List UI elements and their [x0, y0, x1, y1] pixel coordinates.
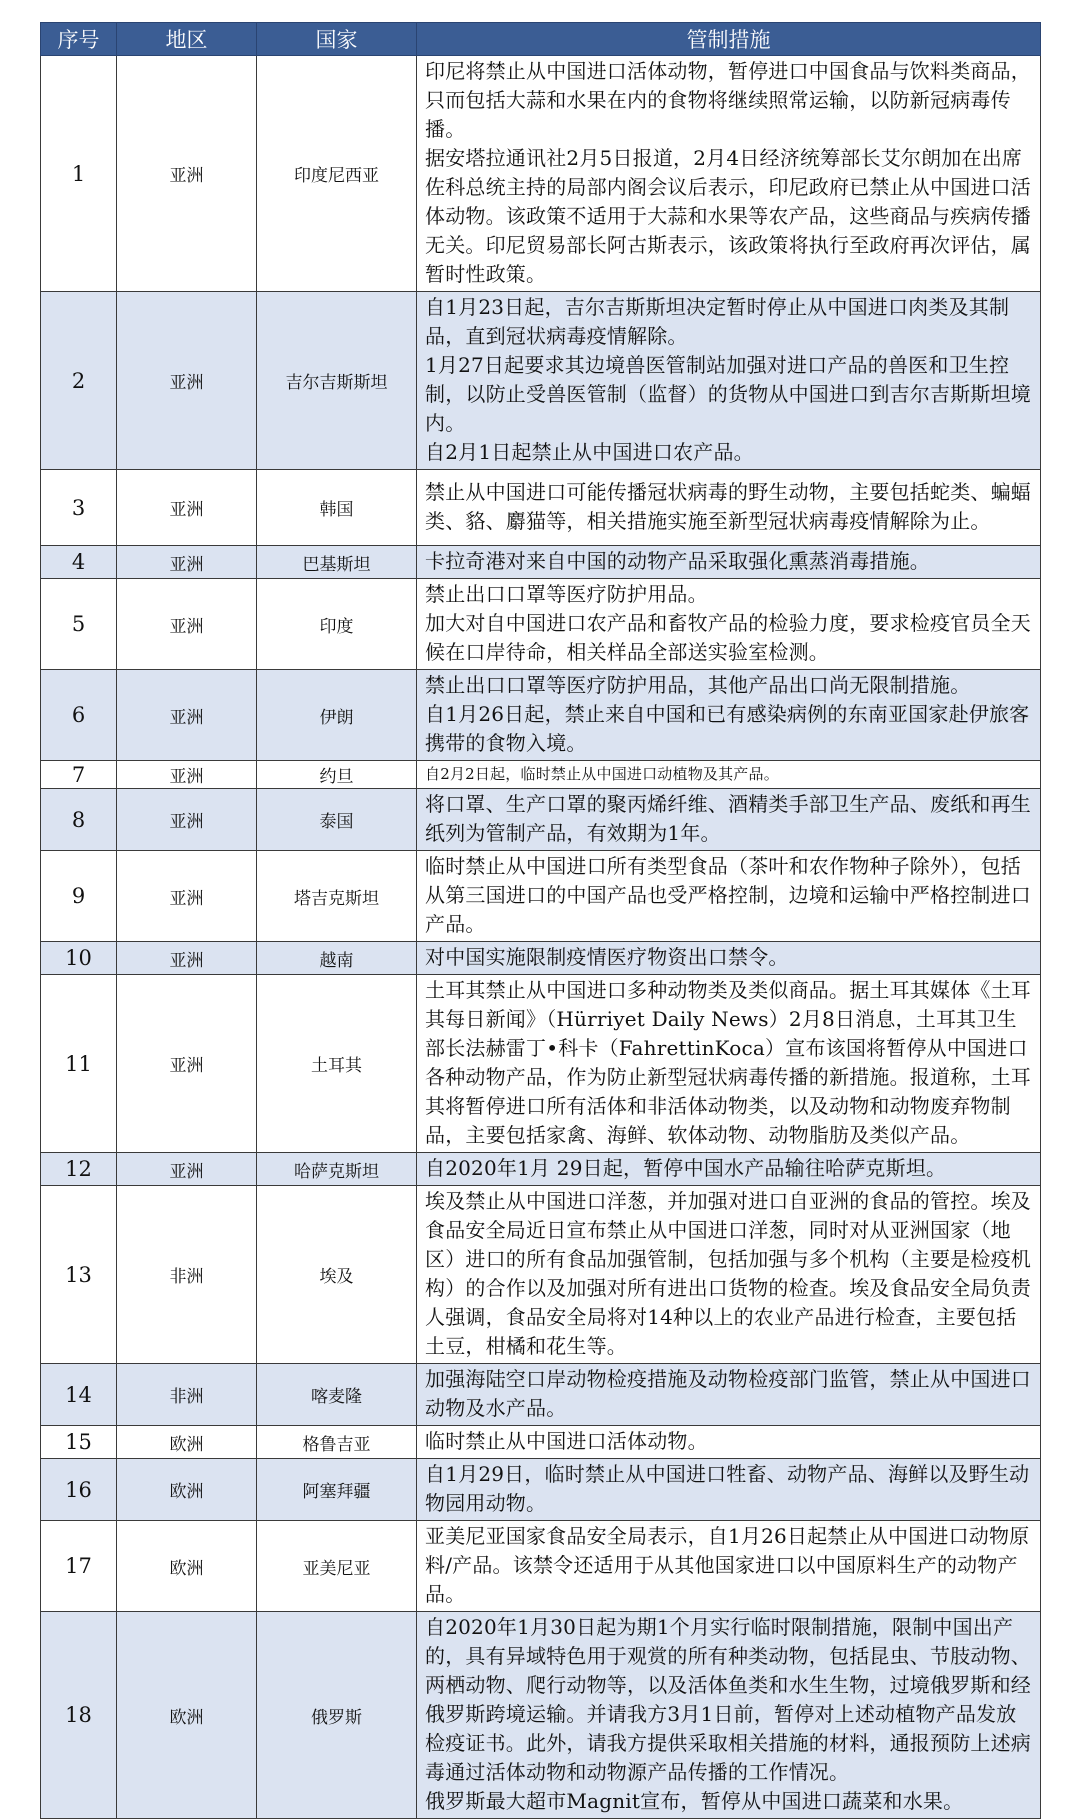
measure-paragraph: 对中国实施限制疫情医疗物资出口禁令。: [425, 945, 789, 969]
row-region: 亚洲: [117, 761, 257, 789]
measure-paragraph: 埃及禁止从中国进口洋葱，并加强对进口自亚洲的食品的管控。埃及食品安全局近日宣布禁止从中国进口洋葱，同时对从亚洲国家（地区）进口的所有食品加强管制，包括加强与多个机构（主要是检疫机构）的合作以及加强对所有进出口货物的检查。埃及食品安全局负责人强调，食品安全局将对14种以上的农业产品进行检查，主要包括土豆，柑橘和花生等。: [425, 1189, 1031, 1358]
row-country: 韩国: [257, 470, 417, 546]
table-row: [41, 1612, 1041, 1819]
row-region: 亚洲: [117, 975, 257, 1153]
row-region: 亚洲: [117, 546, 257, 579]
row-measures: [417, 1364, 1041, 1426]
row-region: 欧洲: [117, 1521, 257, 1612]
row-number: 5: [41, 579, 117, 670]
row-region: 亚洲: [117, 670, 257, 761]
measure-paragraph: 加强海陆空口岸动物检疫措施及动物检疫部门监管，禁止从中国进口动物及水产品。: [425, 1367, 1031, 1420]
measure-paragraph: 土耳其禁止从中国进口多种动物类及类似商品。据土耳其媒体《土耳其每日新闻》（Hürriyet Daily News）2月8日消息，土耳其卫生部长法赫雷丁•科卡（FahrettinKoca）宣布该国将暂停从中国进口各种动物产品，作为防止新型冠状病毒传播的新措施。报道称，土耳其将暂停进口所有活体和非活体动物类，以及动物和动物废弃物制品，主要包括家禽、海鲜、软体动物、动物脂肪及类似产品。: [425, 978, 1031, 1147]
row-country: 塔吉克斯坦: [257, 851, 417, 942]
row-measures: [417, 56, 1041, 292]
measure-paragraph: 临时禁止从中国进口活体动物。: [425, 1429, 708, 1453]
row-number: 9: [41, 851, 117, 942]
row-number: 8: [41, 789, 117, 851]
row-number: 11: [41, 975, 117, 1153]
control-measures-table: [40, 22, 1041, 1819]
row-number: 13: [41, 1186, 117, 1364]
row-measures: [417, 292, 1041, 470]
row-measures: [417, 579, 1041, 670]
measure-paragraph: 俄罗斯最大超市Magnit宣布，暂停从中国进口蔬菜和水果。: [425, 1789, 964, 1813]
measure-paragraph: 1月27日起要求其边境兽医管制站加强对进口产品的兽医和卫生控制，以防止受兽医管制（监督）的货物从中国进口到吉尔吉斯斯坦境内。: [425, 353, 1031, 435]
row-country: 土耳其: [257, 975, 417, 1153]
row-number: 6: [41, 670, 117, 761]
measure-paragraph: 自1月29日，临时禁止从中国进口牲畜、动物产品、海鲜以及野生动物园用动物。: [425, 1462, 1030, 1515]
row-region: 亚洲: [117, 1153, 257, 1186]
table-row: [41, 470, 1041, 546]
measure-paragraph: 亚美尼亚国家食品安全局表示，自1月26日起禁止从中国进口动物原料/产品。该禁令还适用于从其他国家进口以中国原料生产的动物产品。: [425, 1524, 1030, 1606]
measure-paragraph: 临时禁止从中国进口所有类型食品（茶叶和农作物种子除外），包括从第三国进口的中国产品也受严格控制，边境和运输中严格控制进口产品。: [425, 854, 1031, 936]
table-row: [41, 1426, 1041, 1459]
row-region: 欧洲: [117, 1459, 257, 1521]
header-row: [41, 23, 1041, 56]
table-row: [41, 1459, 1041, 1521]
row-measures: [417, 1186, 1041, 1364]
table-row: [41, 1153, 1041, 1186]
row-measures: [417, 670, 1041, 761]
row-measures: [417, 1612, 1041, 1819]
row-region: 亚洲: [117, 579, 257, 670]
row-measures: [417, 761, 1041, 789]
row-number: 17: [41, 1521, 117, 1612]
measure-paragraph: 自2020年1月30日起为期1个月实行临时限制措施，限制中国出产的，具有异域特色用于观赏的所有种类动物，包括昆虫、节肢动物、两栖动物、爬行动物等，以及活体鱼类和水生生物，过境俄罗斯和经俄罗斯跨境运输。并请我方3月1日前，暂停对上述动植物产品发放检疫证书。此外，请我方提供采取相关措施的材料，通报预防上述病毒通过活体动物和动物源产品传播的工作情况。: [425, 1615, 1031, 1784]
measure-paragraph: 禁止出口口罩等医疗防护用品。: [425, 582, 708, 606]
row-country: 印度尼西亚: [257, 56, 417, 292]
row-number: 2: [41, 292, 117, 470]
measure-paragraph: 自2月1日起禁止从中国进口农产品。: [425, 440, 754, 464]
row-region: 欧洲: [117, 1426, 257, 1459]
row-country: 埃及: [257, 1186, 417, 1364]
row-number: 14: [41, 1364, 117, 1426]
row-measures: [417, 546, 1041, 579]
table-row: [41, 292, 1041, 470]
row-region: 非洲: [117, 1186, 257, 1364]
header-measures: 管制措施: [417, 23, 1041, 56]
table-body: [41, 56, 1041, 1819]
measure-paragraph: 自2020年1月 29日起，暂停中国水产品输往哈萨克斯坦。: [425, 1156, 947, 1180]
row-region: 亚洲: [117, 789, 257, 851]
row-region: 亚洲: [117, 470, 257, 546]
row-number: 3: [41, 470, 117, 546]
table-row: [41, 789, 1041, 851]
row-measures: [417, 1426, 1041, 1459]
row-region: 亚洲: [117, 292, 257, 470]
row-country: 印度: [257, 579, 417, 670]
measure-paragraph: 据安塔拉通讯社2月5日报道，2月4日经济统筹部长艾尔朗加在出席佐科总统主持的局部内阁会议后表示，印尼政府已禁止从中国进口活体动物。该政策不适用于大蒜和水果等农产品，这些商品与疾病传播无关。印尼贸易部长阿古斯表示，该政策将执行至政府再次评估，属暂时性政策。: [425, 146, 1031, 286]
row-number: 18: [41, 1612, 117, 1819]
table-row: [41, 975, 1041, 1153]
row-number: 7: [41, 761, 117, 789]
table-row: [41, 942, 1041, 975]
row-number: 4: [41, 546, 117, 579]
table-row: [41, 1364, 1041, 1426]
row-country: 格鲁吉亚: [257, 1426, 417, 1459]
row-country: 吉尔吉斯斯坦: [257, 292, 417, 470]
row-country: 哈萨克斯坦: [257, 1153, 417, 1186]
row-measures: [417, 470, 1041, 546]
row-measures: [417, 1153, 1041, 1186]
table-row: [41, 761, 1041, 789]
row-number: 10: [41, 942, 117, 975]
row-country: 伊朗: [257, 670, 417, 761]
row-region: 欧洲: [117, 1612, 257, 1819]
table-row: [41, 546, 1041, 579]
row-measures: [417, 789, 1041, 851]
row-region: 亚洲: [117, 942, 257, 975]
measure-paragraph: 卡拉奇港对来自中国的动物产品采取强化熏蒸消毒措施。: [425, 549, 930, 573]
measure-paragraph: 加大对自中国进口农产品和畜牧产品的检验力度，要求检疫官员全天候在口岸待命，相关样品全部送实验室检测。: [425, 611, 1031, 664]
table-row: [41, 56, 1041, 292]
row-number: 1: [41, 56, 117, 292]
measure-paragraph: 自1月23日起，吉尔吉斯斯坦决定暂时停止从中国进口肉类及其制品，直到冠状病毒疫情解除。: [425, 295, 1010, 348]
row-country: 俄罗斯: [257, 1612, 417, 1819]
row-country: 阿塞拜疆: [257, 1459, 417, 1521]
header-no: 序号: [41, 23, 117, 56]
measure-paragraph: 印尼将禁止从中国进口活体动物，暂停进口中国食品与饮料类商品，只而包括大蒜和水果在内的食物将继续照常运输，以防新冠病毒传播。: [425, 59, 1031, 141]
measure-paragraph: 将口罩、生产口罩的聚丙烯纤维、酒精类手部卫生产品、废纸和再生纸列为管制产品，有效期为1年。: [425, 792, 1031, 845]
row-region: 非洲: [117, 1364, 257, 1426]
measure-paragraph: 自1月26日起，禁止来自中国和已有感染病例的东南亚国家赴伊旅客携带的食物入境。: [425, 702, 1030, 755]
header-country: 国家: [257, 23, 417, 56]
header-region: 地区: [117, 23, 257, 56]
table-row: [41, 1521, 1041, 1612]
row-measures: [417, 1521, 1041, 1612]
row-measures: [417, 942, 1041, 975]
table-row: [41, 1186, 1041, 1364]
table-row: [41, 579, 1041, 670]
table-row: [41, 851, 1041, 942]
row-country: 越南: [257, 942, 417, 975]
row-region: 亚洲: [117, 56, 257, 292]
row-measures: [417, 975, 1041, 1153]
row-country: 亚美尼亚: [257, 1521, 417, 1612]
measure-paragraph: 禁止出口口罩等医疗防护用品，其他产品出口尚无限制措施。: [425, 673, 971, 697]
row-measures: [417, 1459, 1041, 1521]
row-region: 亚洲: [117, 851, 257, 942]
row-number: 15: [41, 1426, 117, 1459]
table-row: [41, 670, 1041, 761]
measures-sheet: [40, 22, 1040, 1819]
row-country: 约旦: [257, 761, 417, 789]
measure-paragraph: 自2月2日起，临时禁止从中国进口动植物及其产品。: [425, 765, 779, 783]
row-number: 16: [41, 1459, 117, 1521]
row-number: 12: [41, 1153, 117, 1186]
row-country: 巴基斯坦: [257, 546, 417, 579]
row-country: 喀麦隆: [257, 1364, 417, 1426]
measure-paragraph: 禁止从中国进口可能传播冠状病毒的野生动物，主要包括蛇类、蝙蝠类、貉、麝猫等，相关措施实施至新型冠状病毒疫情解除为止。: [425, 480, 1031, 533]
row-measures: [417, 851, 1041, 942]
row-country: 泰国: [257, 789, 417, 851]
